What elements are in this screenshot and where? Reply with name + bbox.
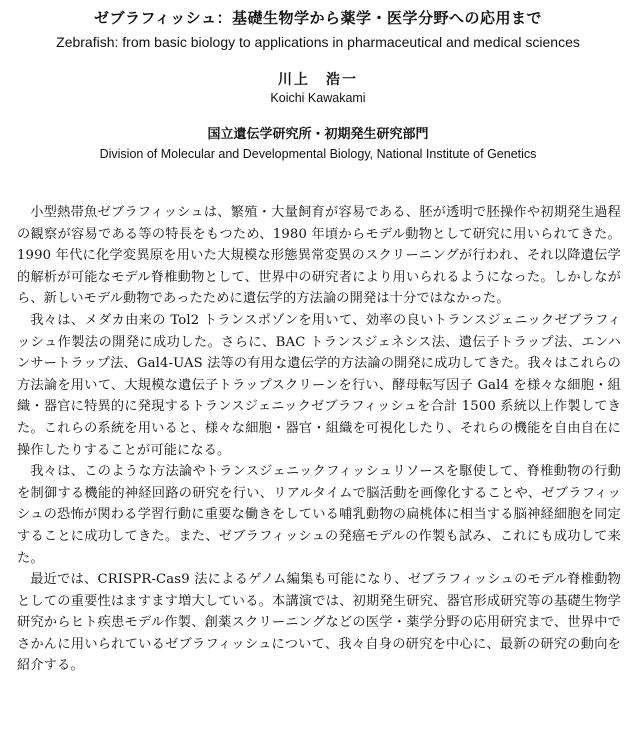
title-japanese: ゼブラフィッシュ：基礎生物学から薬学・医学分野への応用まで bbox=[93, 9, 542, 27]
paragraph-1: 小型熱帯魚ゼブラフィッシュは、繁殖・大量飼育が容易である、胚が透明で胚操作や初期発生過程の観察が容易である等の特長をもつため、1980 年頃からモデル動物として研究に用いられてきた。1990 年代に化学変異原を用いた大規模な形態異常変異のスクリーニングが行われ、それ以降遺伝学的解析が可能なモデル脊椎動物として、世界中の研究者により用いられるようになった。しかしながら、新しいモデル動物であったために遺伝学的方法論の開発は十分ではなかった。 bbox=[17, 205, 621, 307]
paragraph-2: 我々は、メダカ由来の Tol2 トランスポゾンを用いて、効率の良いトランスジェニックゼブラフィッシュ作製法の開発に成功した。さらに、BAC トランスジェネシス法、遺伝子トラップ法、エンハンサートラップ法、Gal4-UAS 法等の有用な遺伝学的方法論の開発に成功してきた。我々はこれらの方法論を用いて、大規模な遺伝子トラップスクリーンを行い、酵母転写因子 Gal4 を様々な細胞・組織・器官に特異的に発現するトランスジェニックゼブラフィッシュを合計 1500 系統以上作製してきた。これらの系統を用いると、様々な細胞・器官・組織を可視化したり、それらの機能を自由自在に操作したりすることが可能になる。 bbox=[17, 312, 621, 458]
author-name-english: Koichi Kawakami bbox=[270, 91, 366, 105]
title-english: Zebrafish: from basic biology to applications in pharmaceutical and medical sciences bbox=[56, 34, 580, 50]
paragraph-4: 最近では、CRISPR-Cas9 法によるゲノム編集も可能になり、ゼブラフィッシュのモデル脊椎動物としての重要性はますます増大している。本講演では、初期発生研究、器官形成研究等の基礎生物学研究からヒト疾患モデル作製、創薬スクリーニングなどの医学・薬学分野の応用研究まで、世界中でさかんに用いられているゼブラフィッシュについて、我々自身の研究を中心に、最新の研究の動向を紹介する。 bbox=[17, 572, 621, 674]
affiliation-japanese: 国立遺伝学研究所・初期発生研究部門 bbox=[207, 127, 429, 142]
author-name-japanese: 川上 浩一 bbox=[278, 72, 358, 88]
abstract-body bbox=[17, 202, 621, 677]
paragraph-3: 我々は、このような方法論やトランスジェニックフィッシュリソースを駆使して、脊椎動物の行動を制御する機能的神経回路の研究を行い、リアルタイムで脳活動を画像化することや、ゼブラフィッシュの恐怖が関わる学習行動に重要な働きをしている哺乳動物の扁桃体に相当する脳神経細胞を同定することに成功してきた。また、ゼブラフィッシュの発癌モデルの作製も試み、これにも成功して来た。 bbox=[17, 464, 621, 566]
affiliation-english: Division of Molecular and Developmental Biology, National Institute of Genetics bbox=[99, 147, 537, 161]
